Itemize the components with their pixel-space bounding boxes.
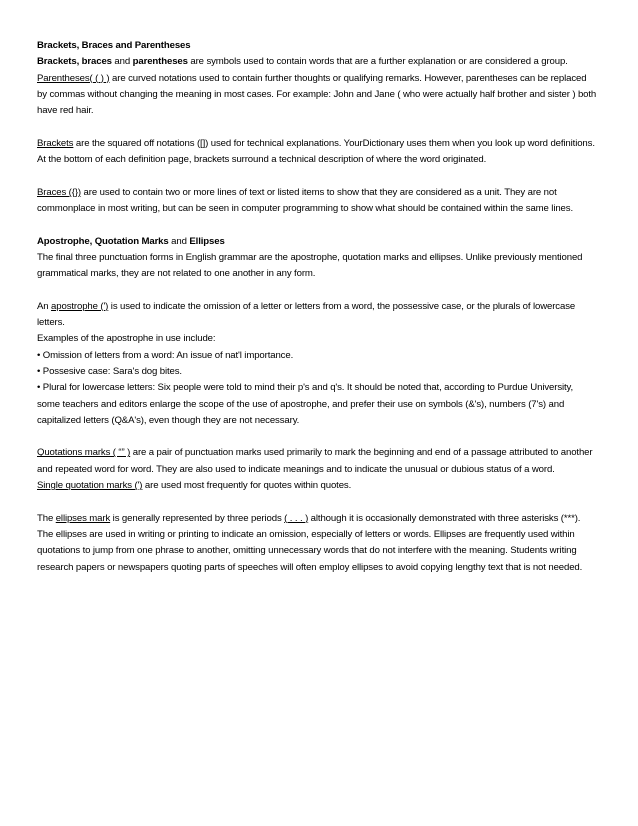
text-ellipses: although it is occasionally demonstrated with three asterisks (***). The ellipses are used in writing or printing to indicate an omission, especially of letters or words. Ellipses are frequently used within quotations to jump from one phrase to another, omitting unnecessary words that do not interfere with the meaning. Students writing research papers or newspapers quoting parts of speeches will often employ ellipses to avoid copying lengthy text that is not needed. — [37, 512, 583, 573]
text-apostrophe: is used to indicate the omission of a letter or letters from a word, the possessive case, or the plurals of lowercase letters. — [37, 300, 576, 329]
paragraph-spacer — [37, 168, 598, 184]
paragraph-intro — [37, 54, 598, 70]
section-heading-apostrophe — [37, 234, 598, 250]
link-apostrophe: apostrophe (') — [51, 300, 109, 312]
paragraph-spacer — [37, 119, 598, 135]
paragraph-quotation — [37, 445, 598, 478]
paragraph-parentheses — [37, 71, 598, 120]
text-intro-rest: are symbols used to contain words that are a further explanation or are considered a group. — [187, 56, 568, 68]
paragraph-single-quotation — [37, 478, 598, 494]
heading-part-apostrophe-quotation: Apostrophe, Quotation Marks — [37, 235, 169, 247]
link-ellipses-mark: ellipses mark — [55, 512, 111, 524]
link-parentheses: Parentheses( ( ) ) — [37, 72, 110, 84]
term-parentheses: parentheses — [132, 56, 188, 68]
text-brackets: are the squared off notations ([]) used for technical explanations. YourDictionary uses them when you look up word definitions. At the bottom of each definition page, brackets surround a technical description of where the word originated. — [37, 137, 595, 166]
paragraph-spacer — [37, 494, 598, 510]
list-item: • Omission of letters from a word: An issue of nat'l importance. — [37, 349, 294, 361]
link-single-quotation: Single quotation marks (') — [37, 480, 143, 492]
text-braces: are used to contain two or more lines of text or listed items to show that they are considered as a unit. They are not commonplace in most writing, but can be seen in computer programming to show what should be contained within the same lines. — [37, 186, 573, 214]
examples-intro: Examples of the apostrophe in use include: — [37, 333, 216, 345]
list-item: • Possesive case: Sara's dog bites. — [37, 365, 182, 377]
text-an: An — [37, 300, 52, 312]
text-parentheses: are curved notations used to contain further thoughts or qualifying remarks. However, parentheses can be replaced by commas without changing the meaning in most cases. For example: John and Jane ( who were actually half brother and sister ) both have red hair. — [37, 72, 597, 117]
section-heading-brackets: Brackets, Braces and Parentheses — [37, 40, 191, 51]
link-brackets: Brackets — [37, 137, 74, 149]
text-ellipses-middle: is generally represented by three periods — [110, 512, 285, 524]
paragraph-braces — [37, 185, 598, 218]
text-single-quotation: are used most frequently for quotes within quotes. — [142, 480, 352, 492]
term-brackets-braces: Brackets, braces — [37, 56, 112, 68]
ellipses-periods: ( . . . ) — [284, 512, 309, 524]
paragraph-brackets — [37, 136, 598, 169]
paragraph-spacer — [37, 429, 598, 445]
text-quotation: are a pair of punctuation marks used primarily to mark the beginning and end of a passage attributed to another and repeated word for word. They are also used to indicate meanings and to indicate the unusual or dubious status of a word. — [37, 447, 593, 475]
link-braces: Braces ({}) — [37, 186, 82, 198]
link-quotation-marks: Quotations marks ( “” ) — [37, 447, 131, 459]
paragraph-apostrophe — [37, 299, 598, 332]
text-the: The — [37, 512, 56, 524]
text-and: and — [111, 56, 133, 68]
paragraph-section2-intro: The final three punctuation forms in English grammar are the apostrophe, quotation marks and ellipses. Unlike previously mentioned grammatical marks, they are not related to one another in any form. — [37, 251, 583, 280]
paragraph-ellipses — [37, 511, 598, 576]
heading-part-ellipses: Ellipses — [189, 235, 225, 247]
paragraph-spacer — [37, 217, 598, 233]
list-item: • Plural for lowercase letters: Six people were told to mind their p's and q's. It should be noted that, according to Purdue University, some teachers and editors enlarge the scope of the use of apostrophe, and prefer their use on symbols (&'s), numbers (7's) and capitalized letters (Q&A's), even though they are not necessary. — [37, 382, 574, 426]
paragraph-spacer — [37, 282, 598, 298]
heading-and: and — [168, 235, 190, 247]
